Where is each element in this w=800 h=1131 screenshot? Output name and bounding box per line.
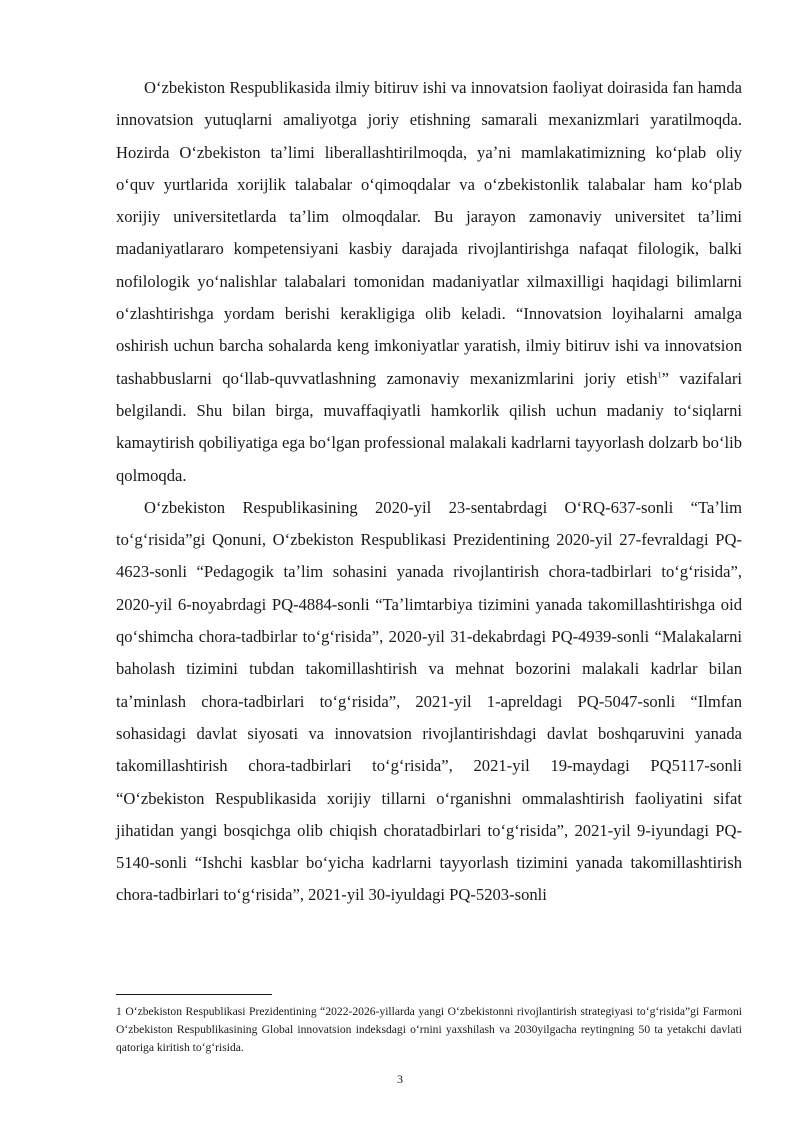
paragraph-1-text: Oʻzbekiston Respublikasida ilmiy bitiruv ishi va innovatsion faoliyat doirasida fan hamda innovatsion yutuqlarni amaliyotga joriy etishning samarali mexanizmlari yaratilmoqda. Hozirda Oʻzbekiston taʼlimi liberallashtirilmoqda, yaʼni mamlakatimizning koʻplab oliy oʻquv yurtlarida xorijlik talabalar oʻqimoqdalar va oʻzbekistonlik talabalar ham koʻplab xorijiy universitetlarda taʼlim olmoqdalar. Bu jarayon zamonaviy universitet taʼlimi madaniyatlararo kompetensiyani kasbiy darajada rivojlantirishga nafaqat filologik, balki nofilologik yoʻnalishlar talabalari tomonidan madaniyatlar xilmaxilligi haqidagi bilimlarni oʻzlashtirishga yordam berishi kerakligiga olib keladi. “Innovatsion loyihalarni amalga oshirish uchun barcha sohalarda keng imkoniyatlar yaratish, ilmiy bitiruv ishi va innovatsion tashabbuslarni qoʻllab-quvvatlashning zamonaviy mexanizmlarini joriy etish	[116, 78, 742, 388]
footnote: 1 Oʻzbekiston Respublikasi Prezidentining “2022-2026-yillarda yangi Oʻzbekistonni rivojlantirish strategiyasi toʻgʻrisida”gi Farmoni Oʻzbekiston Respublikasining Global innovatsion indeksdagi oʻrnini yaxshilash va 2030yilgacha reytingning 50 ta yetakchi davlati qatoriga kiritish toʻgʻrisida.	[116, 1005, 742, 1054]
footnote-reference[interactable]: 1	[657, 370, 662, 380]
footnote-separator	[116, 994, 272, 995]
paragraph-2: Oʻzbekiston Respublikasining 2020-yil 23-sentabrdagi OʻRQ-637-sonli “Taʼlim toʻgʻrisida”gi Qonuni, Oʻzbekiston Respublikasi Prezidentining 2020-yil 27-fevraldagi PQ-4623-sonli “Pedagogik taʼlim sohasini yanada rivojlantirish chora-tadbirlari toʻgʻrisida”, 2020-yil 6-noyabrdagi PQ-4884-sonli “Taʼlimtarbiya tizimini yanada takomillashtirishga oid qoʻshimcha chora-tadbirlar toʻgʻrisida”, 2020-yil 31-dekabrdagi PQ-4939-sonli “Malakalarni baholash tizimini tubdan takomillashtirish va mehnat bozorini malakali kadrlar bilan taʼminlash chora-tadbirlari toʻgʻrisida”, 2021-yil 1-apreldagi PQ-5047-sonli “Ilmfan sohasidagi davlat siyosati va innovatsion rivojlantirishdagi davlat boshqaruvini yanada takomillashtirish chora-tadbirlari toʻgʻrisida”, 2021-yil 19-maydagi PQ5117-sonli “Oʻzbekiston Respublikasida xorijiy tillarni oʻrganishni ommalashtirish faoliyatini sifat jihatidan yangi bosqichga olib chiqish choratadbirlari toʻgʻrisida”, 2021-yil 9-iyundagi PQ-5140-sonli “Ishchi kasblar boʻyicha kadrlarni tayyorlash tizimini yanada takomillashtirish chora-tadbirlari toʻgʻrisida”, 2021-yil 30-iyuldagi PQ-5203-sonli	[116, 497, 742, 905]
paragraph-1	[116, 72, 742, 492]
body-text	[116, 72, 742, 912]
page-number: 3	[397, 1072, 403, 1086]
paragraph-1-continuation: ” vazifalari belgilandi. Shu bilan birga, muvaffaqiyatli hamkorlik qilish uchun madaniy toʻsiqlarni kamaytirish qobiliyatiga ega boʻlgan professional malakali kadrlarni tayyorlash dolzarb boʻlib qolmoqda.	[116, 368, 742, 485]
